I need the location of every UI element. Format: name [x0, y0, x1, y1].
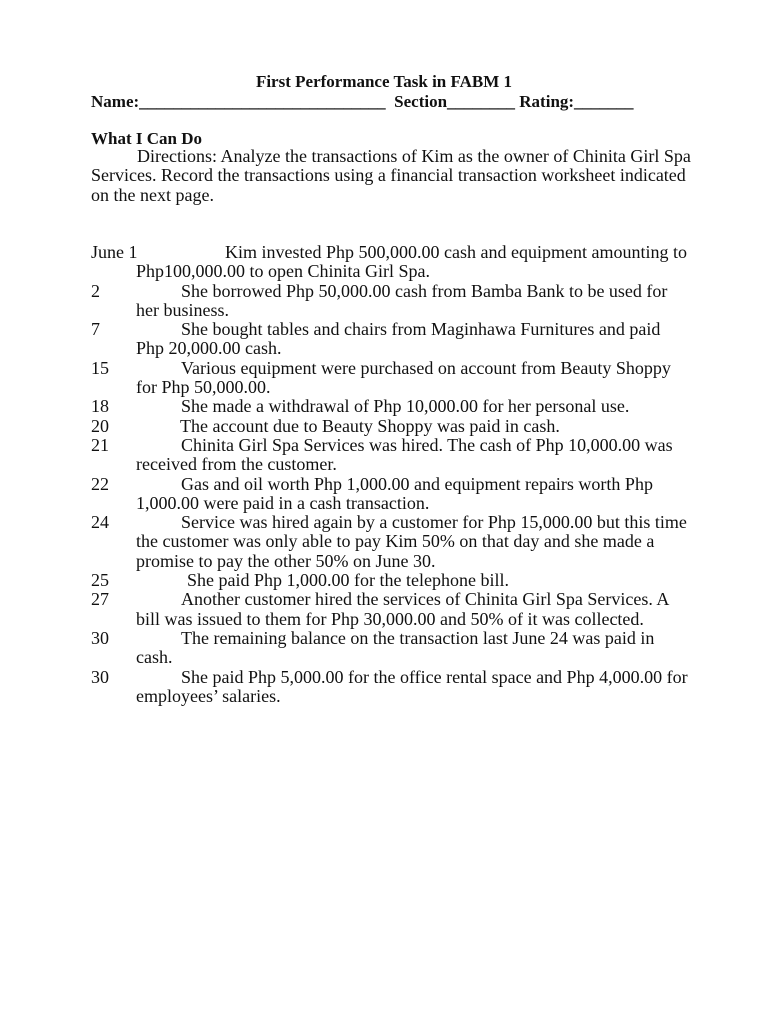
transaction-text: Chinita Girl Spa Services was hired. The cash of Php 10,000.00 was received from the customer. [136, 434, 673, 475]
transaction-day: 22 [91, 473, 109, 494]
transaction-day: June 1 [91, 242, 138, 262]
transaction-day: 30 [91, 627, 109, 648]
transaction-day: 24 [91, 512, 109, 533]
transaction-item [91, 417, 691, 436]
transaction-text: Various equipment were purchased on account from Beauty Shoppy for Php 50,000.00. [136, 357, 671, 398]
transaction-item [91, 359, 691, 398]
transaction-text: The remaining balance on the transaction last June 24 was paid in cash. [136, 627, 655, 668]
directions-paragraph: Directions: Analyze the transactions of Kim as the owner of Chinita Girl Spa Services. Record the transactions using a financial transaction worksheet indicated on the next page. [91, 146, 691, 205]
transaction-item [91, 590, 691, 629]
transaction-item [91, 571, 691, 590]
transaction-item [91, 320, 691, 359]
transaction-day: 21 [91, 434, 109, 455]
transaction-text: Kim invested Php 500,000.00 cash and equipment amounting to Php100,000.00 to open Chinita Girl Spa. [136, 242, 687, 282]
transaction-text: She paid Php 1,000.00 for the telephone bill. [187, 570, 509, 591]
transaction-text: Service was hired again by a customer for Php 15,000.00 but this time the customer was only able to pay Kim 50% on that day and she made a promise to pay the other 50% on June 30. [136, 512, 687, 571]
student-fields-line: Name:_____________________________ Section________ Rating:_______ [91, 92, 634, 111]
transaction-text: She borrowed Php 50,000.00 cash from Bamba Bank to be used for her business. [136, 280, 668, 320]
transaction-day: 7 [91, 319, 100, 340]
transaction-list [91, 243, 691, 706]
transaction-day: 27 [91, 589, 109, 610]
transaction-item [91, 397, 691, 416]
transaction-item [91, 629, 691, 668]
transaction-item [91, 668, 691, 707]
transaction-day: 2 [91, 280, 100, 301]
transaction-item [91, 436, 691, 475]
transaction-text: Gas and oil worth Php 1,000.00 and equipment repairs worth Php 1,000.00 were paid in a cash transaction. [136, 473, 653, 513]
transaction-item [91, 243, 691, 282]
transaction-text: She made a withdrawal of Php 10,000.00 for her personal use. [181, 396, 630, 417]
transaction-item [91, 282, 691, 321]
page-title: First Performance Task in FABM 1 [255, 72, 513, 91]
transaction-day: 25 [91, 570, 109, 591]
transaction-text: Another customer hired the services of Chinita Girl Spa Services. A bill was issued to them for Php 30,000.00 and 50% of it was collected. [136, 589, 669, 629]
transaction-day: 30 [91, 666, 109, 687]
transaction-day: 15 [91, 357, 109, 378]
transaction-day: 20 [91, 415, 109, 436]
transaction-day: 18 [91, 396, 109, 417]
transaction-item [91, 475, 691, 514]
transaction-item [91, 513, 691, 571]
section-heading: What I Can Do [91, 129, 202, 148]
transaction-text: She bought tables and chairs from Maginhawa Furnitures and paid Php 20,000.00 cash. [136, 319, 661, 359]
transaction-text: She paid Php 5,000.00 for the office rental space and Php 4,000.00 for employees’ salaries. [136, 666, 688, 706]
transaction-text: The account due to Beauty Shoppy was paid in cash. [180, 415, 560, 436]
